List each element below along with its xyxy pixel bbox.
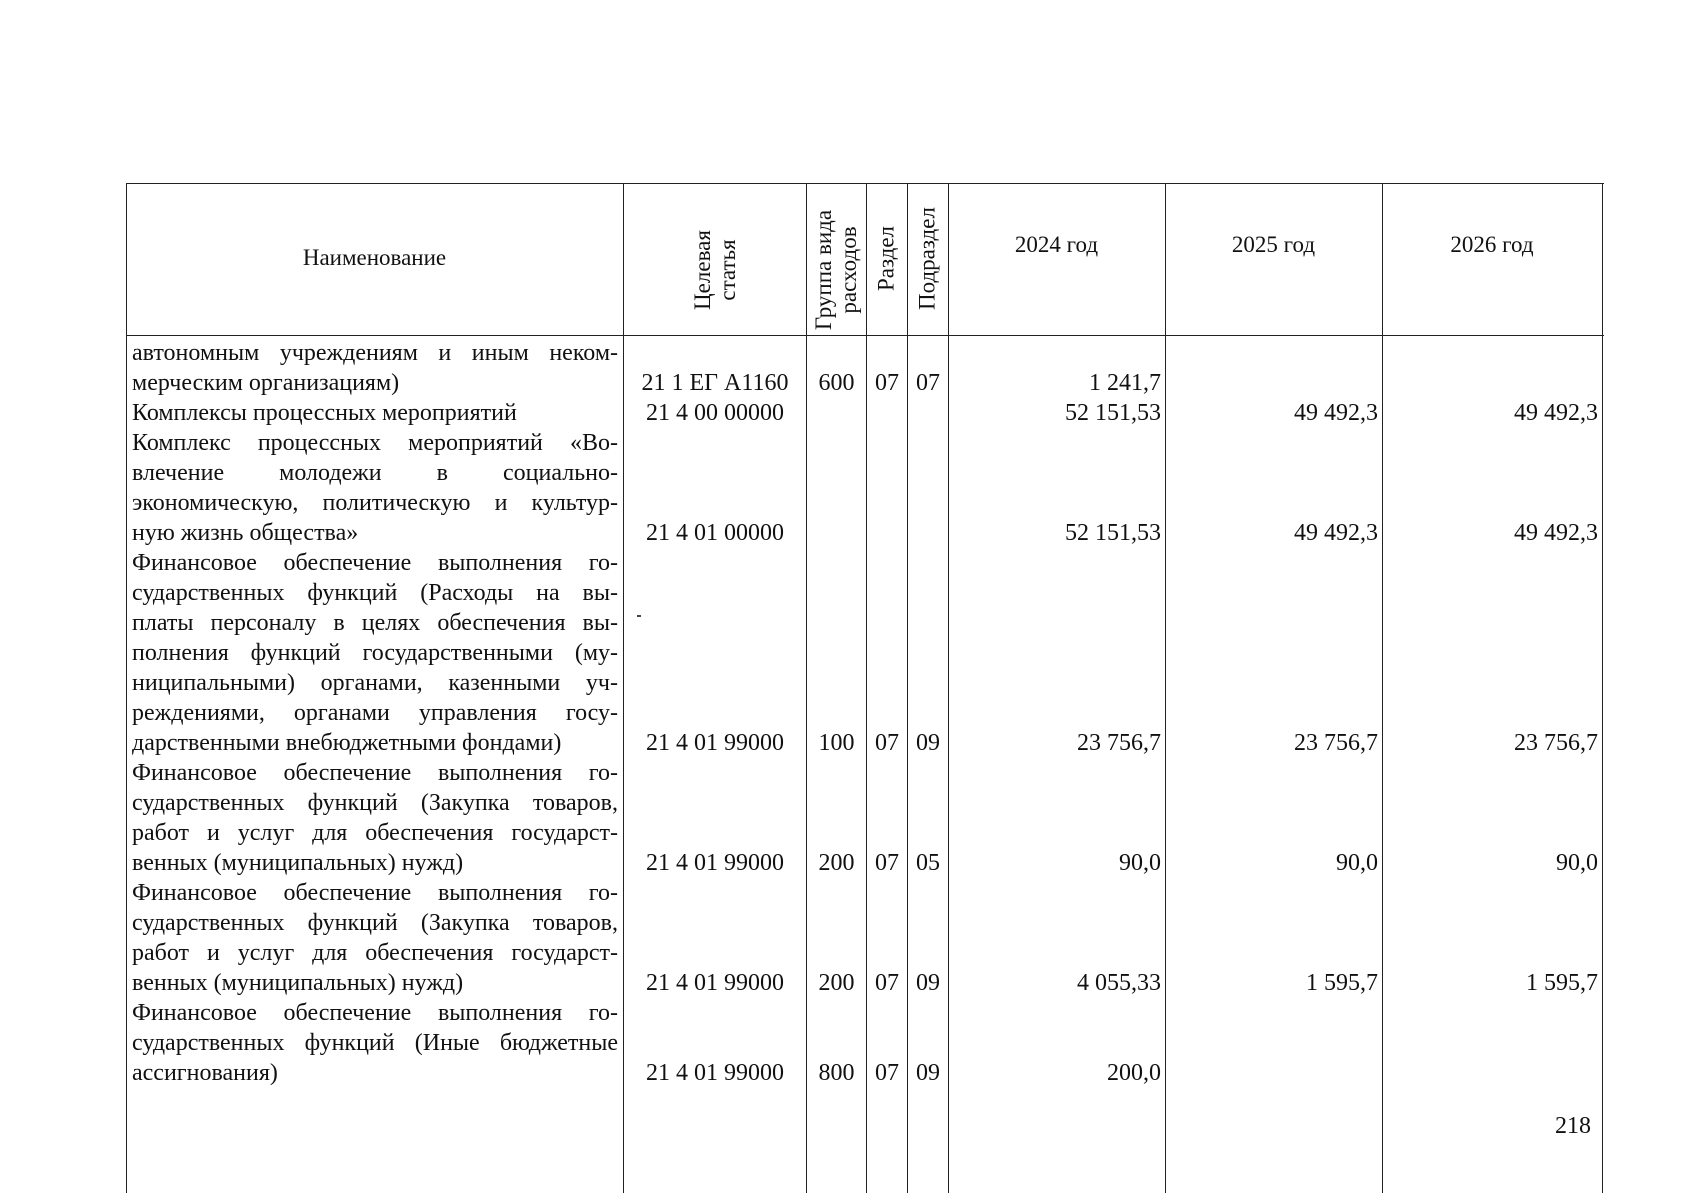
row-0-name-line0: автономным учреждениям и иным неком- bbox=[132, 340, 618, 366]
row-4-name-line3: венных (муниципальных) нужд) bbox=[132, 850, 464, 876]
row-4-name-line1: сударственных функций (Закупка товаров, bbox=[132, 790, 618, 816]
row-6-subsection: 09 bbox=[916, 1060, 940, 1086]
row-3-name-line1: сударственных функций (Расходы на вы- bbox=[132, 580, 618, 606]
row-6-name-line1: сударственных функций (Иные бюджетные bbox=[132, 1030, 618, 1056]
row-5-section: 07 bbox=[875, 970, 899, 996]
col-divider-2024 bbox=[1165, 183, 1166, 1193]
row-3-code: 21 4 01 99000 bbox=[646, 730, 784, 756]
row-4-2024: 90,0 bbox=[1119, 850, 1161, 876]
row-6-name-line0: Финансовое обеспечение выполнения го- bbox=[132, 1000, 618, 1026]
row-5-2024: 4 055,33 bbox=[1077, 970, 1161, 996]
row-2-code: 21 4 01 00000 bbox=[646, 520, 784, 546]
header-2026: 2026 год bbox=[1450, 232, 1534, 257]
row-4-subsection: 05 bbox=[916, 850, 940, 876]
col-divider-section bbox=[907, 183, 908, 1193]
row-4-group: 200 bbox=[818, 850, 855, 876]
row-3-group: 100 bbox=[818, 730, 855, 756]
row-1-2026: 49 492,3 bbox=[1514, 400, 1598, 426]
row-2-2024: 52 151,53 bbox=[1065, 520, 1161, 546]
row-5-2025: 1 595,7 bbox=[1306, 970, 1378, 996]
row-3-2025: 23 756,7 bbox=[1294, 730, 1378, 756]
row-5-name-line2: работ и услуг для обеспечения государст- bbox=[132, 940, 618, 966]
row-4-name-line0: Финансовое обеспечение выполнения го- bbox=[132, 760, 618, 786]
row-0-section: 07 bbox=[875, 370, 899, 396]
row-3-name-line5: реждениями, органами управления госу- bbox=[132, 700, 618, 726]
col-divider-group bbox=[866, 183, 867, 1193]
row-0-subsection: 07 bbox=[916, 370, 940, 396]
header-2025: 2025 год bbox=[1231, 232, 1316, 257]
row-2-name-line0: Комплекс процессных мероприятий «Во- bbox=[132, 430, 618, 456]
row-3-name-line6: дарственными внебюджетными фондами) bbox=[132, 730, 562, 756]
row-1-2025: 49 492,3 bbox=[1294, 400, 1378, 426]
col-divider-code bbox=[806, 183, 807, 1193]
row-2-name-line1: влечение молодежи в социально- bbox=[132, 460, 618, 486]
row-4-2026: 90,0 bbox=[1556, 850, 1598, 876]
row-3-2026: 23 756,7 bbox=[1514, 730, 1598, 756]
header-expense-group bbox=[811, 200, 861, 340]
row-3-section: 07 bbox=[875, 730, 899, 756]
row-5-subsection: 09 bbox=[916, 970, 940, 996]
row-6-name-line2: ассигнования) bbox=[132, 1060, 278, 1086]
row-1-2024: 52 151,53 bbox=[1065, 400, 1161, 426]
row-5-name-line3: венных (муниципальных) нужд) bbox=[132, 970, 464, 996]
row-5-2026: 1 595,7 bbox=[1526, 970, 1598, 996]
row-0-2024: 1 241,7 bbox=[1089, 370, 1161, 396]
col-divider-2025 bbox=[1382, 183, 1383, 1193]
col-divider-subsection bbox=[948, 183, 949, 1193]
row-4-code: 21 4 01 99000 bbox=[646, 850, 784, 876]
header-group-line2: расходов bbox=[836, 226, 861, 314]
row-2-name-line2: экономическую, политическую и культур- bbox=[132, 490, 618, 516]
row-0-name-line1: мерческим организациям) bbox=[132, 370, 400, 396]
header-subsection: Подраздел bbox=[914, 207, 940, 310]
row-2-2026: 49 492,3 bbox=[1514, 520, 1598, 546]
row-6-2024: 200,0 bbox=[1107, 1060, 1161, 1086]
scan-artifact bbox=[637, 615, 641, 617]
col-divider-name bbox=[623, 183, 624, 1193]
budget-table bbox=[126, 183, 1604, 1193]
header-target-line2: статья bbox=[715, 239, 740, 301]
row-1-name-line0: Комплексы процессных мероприятий bbox=[132, 400, 517, 426]
row-2-name-line3: ную жизнь общества» bbox=[132, 520, 359, 546]
header-2024: 2024 год bbox=[1014, 232, 1099, 257]
header-group-line1: Группа вида bbox=[811, 209, 836, 331]
row-3-name-line4: ниципальными) органами, казенными уч- bbox=[132, 670, 618, 696]
header-name: Наименование bbox=[302, 245, 447, 270]
row-2-2025: 49 492,3 bbox=[1294, 520, 1378, 546]
row-4-2025: 90,0 bbox=[1336, 850, 1378, 876]
row-1-code: 21 4 00 00000 bbox=[646, 400, 784, 426]
row-0-group: 600 bbox=[818, 370, 855, 396]
row-4-name-line2: работ и услуг для обеспечения государст- bbox=[132, 820, 618, 846]
row-3-2024: 23 756,7 bbox=[1077, 730, 1161, 756]
header-section: Раздел bbox=[873, 225, 899, 292]
header-target-article bbox=[690, 210, 740, 330]
table-right-border bbox=[1602, 183, 1603, 1193]
table-left-border bbox=[126, 335, 127, 1193]
row-5-code: 21 4 01 99000 bbox=[646, 970, 784, 996]
row-5-name-line0: Финансовое обеспечение выполнения го- bbox=[132, 880, 618, 906]
row-4-section: 07 bbox=[875, 850, 899, 876]
header-target-line1: Целевая bbox=[690, 230, 715, 310]
row-3-name-line0: Финансовое обеспечение выполнения го- bbox=[132, 550, 618, 576]
page-number: 218 bbox=[1555, 1113, 1591, 1139]
row-3-name-line2: платы персоналу в целях обеспечения вы- bbox=[132, 610, 618, 636]
row-5-group: 200 bbox=[818, 970, 855, 996]
row-6-code: 21 4 01 99000 bbox=[646, 1060, 784, 1086]
row-3-subsection: 09 bbox=[916, 730, 940, 756]
row-6-section: 07 bbox=[875, 1060, 899, 1086]
row-5-name-line1: сударственных функций (Закупка товаров, bbox=[132, 910, 618, 936]
row-0-code: 21 1 ЕГ А1160 bbox=[641, 370, 789, 396]
row-3-name-line3: полнения функций государственными (му- bbox=[132, 640, 618, 666]
row-6-group: 800 bbox=[818, 1060, 855, 1086]
